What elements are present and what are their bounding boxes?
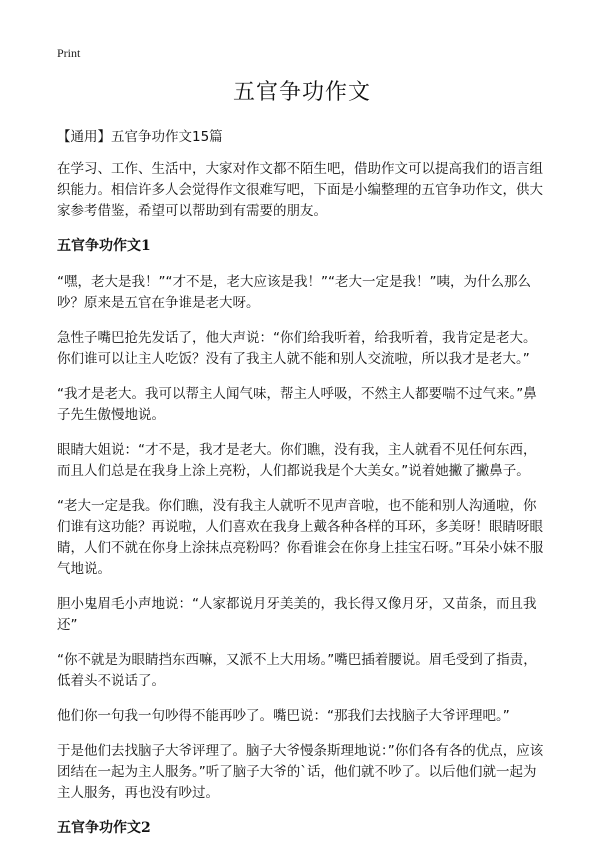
section-1-paragraph-9: 于是他们去找脑子大爷评理了。脑子大爷慢条斯理地说：”你们各有各的优点，应该团结在一起为主人服务。”听了脑子大爷的`话，他们就不吵了。以后他们就一起为主人服务，再也没有吵过。	[57, 743, 544, 801]
section-1-paragraph-5: “老大一定是我。你们瞧，没有我主人就听不见声音啦，也不能和别人沟通啦，你们谁有这功能？再说啦，人们喜欢在我身上戴各种各样的耳环，多美呀！眼睛呀眼睛，人们不就在你身上涂抹点亮粉吗？你看谁会在你身上挂宝石呀。”耳朵小妹不服气地说。	[57, 498, 544, 577]
section-1-paragraph-7: “你不就是为眼睛挡东西嘛，又派不上大用场。”嘴巴插着腰说。眉毛受到了指责，低着头不说话了。	[57, 652, 537, 689]
section-1-paragraph-8: 他们你一句我一句吵得不能再吵了。嘴巴说：“那我们去找脑子大爷评理吧。”	[57, 708, 510, 724]
section-heading-1: 五官争功作文1	[57, 238, 151, 254]
intro-paragraph: 在学习、工作、生活中，大家对作文都不陌生吧，借助作文可以提高我们的语言组织能力。相信许多人会觉得作文很难写吧，下面是小编整理的五官争功作文，供大家参考借鉴，希望可以帮助到有需要的朋友。	[57, 161, 543, 219]
section-1-paragraph-4: 眼睛大姐说：“才不是，我才是老大。你们瞧，没有我，主人就看不见任何东西，而且人们总是在我身上涂上亮粉，人们都说我是个大美女。”说着她撇了撇鼻子。	[57, 442, 537, 479]
section-1-paragraph-2: 急性子嘴巴抢先发话了，他大声说：“你们给我听着，给我听着，我肯定是老大。你们谁可以让主人吃饭？没有了我主人就不能和别人交流啦，所以我才是老大。”	[57, 330, 537, 367]
section-1-paragraph-3: “我才是老大。我可以帮主人闻气味，帮主人呼吸，不然主人都要喘不过气来。”鼻子先生傲慢地说。	[57, 386, 537, 423]
document-body	[57, 76, 547, 854]
print-link[interactable]: Print	[57, 46, 81, 60]
section-heading-2: 五官争功作文2	[57, 820, 151, 836]
section-1-paragraph-6: 胆小鬼眉毛小声地说：“人家都说月牙美美的，我长得又像月牙，又苗条，而且我还”	[57, 596, 537, 633]
section-1-paragraph-1: “嘿，老大是我！”“才不是，老大应该是我！”“老大一定是我！”咦，为什么那么吵？原来是五官在争谁是老大呀。	[57, 274, 531, 311]
page-title: 五官争功作文	[232, 80, 371, 105]
document-subtitle: 【通用】五官争功作文15篇	[57, 129, 223, 145]
